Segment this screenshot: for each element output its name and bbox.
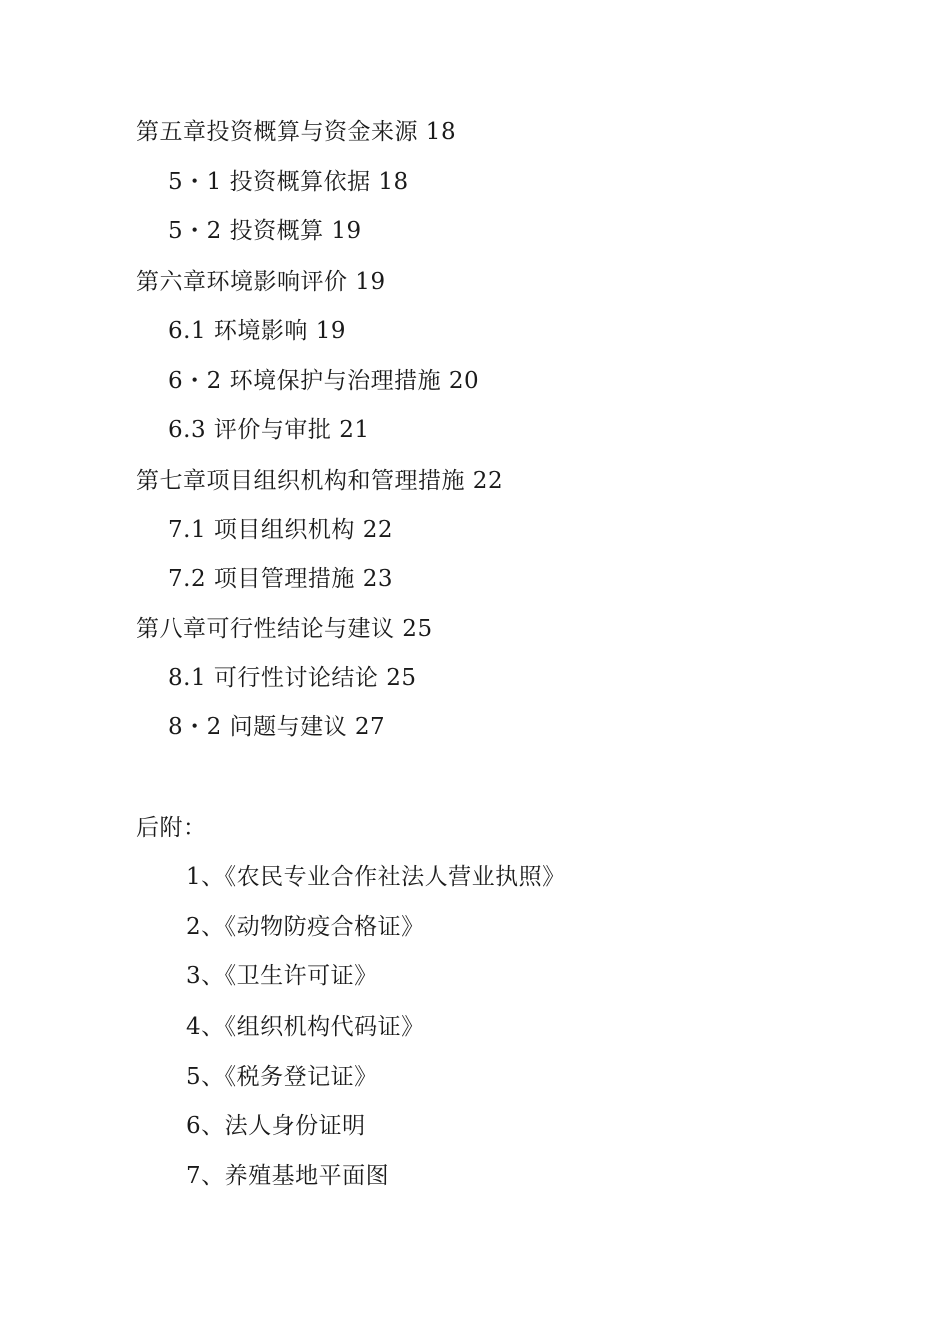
toc-chapter-7: 第七章项目组织机构和管理措施 22 xyxy=(136,468,504,494)
toc-section-6-1: 6.1 环境影响 19 xyxy=(168,318,346,344)
appendix-item: 6、法人身份证明 xyxy=(186,1113,366,1139)
toc-chapter-8: 第八章可行性结论与建议 25 xyxy=(136,616,433,642)
toc-chapter-6: 第六章环境影响评价 19 xyxy=(136,269,386,295)
appendix-item: 4、《组织机构代码证》 xyxy=(186,1014,425,1040)
toc-section-6-3: 6.3 评价与审批 21 xyxy=(168,417,370,443)
appendix-item: 7、养殖基地平面图 xyxy=(186,1163,390,1189)
appendix-item: 3、《卫生许可证》 xyxy=(186,963,378,989)
toc-section-7-1: 7.1 项目组织机构 22 xyxy=(168,517,393,543)
toc-section-8-1: 8.1 可行性讨论结论 25 xyxy=(168,665,417,691)
toc-chapter-5: 第五章投资概算与资金来源 18 xyxy=(136,119,457,145)
appendix-title: 后附： xyxy=(136,815,207,841)
toc-section-8-2: 8・2 问题与建议 27 xyxy=(168,714,386,740)
appendix-item: 2、《动物防疫合格证》 xyxy=(186,914,425,940)
appendix-item: 5、《税务登记证》 xyxy=(186,1064,378,1090)
toc-section-5-2: 5・2 投资概算 19 xyxy=(168,218,362,244)
toc-section-7-2: 7.2 项目管理措施 23 xyxy=(168,566,393,592)
appendix-item: 1、《农民专业合作社法人营业执照》 xyxy=(186,864,566,890)
toc-section-6-2: 6・2 环境保护与治理措施 20 xyxy=(168,368,480,394)
toc-section-5-1: 5・1 投资概算依据 18 xyxy=(168,169,409,195)
